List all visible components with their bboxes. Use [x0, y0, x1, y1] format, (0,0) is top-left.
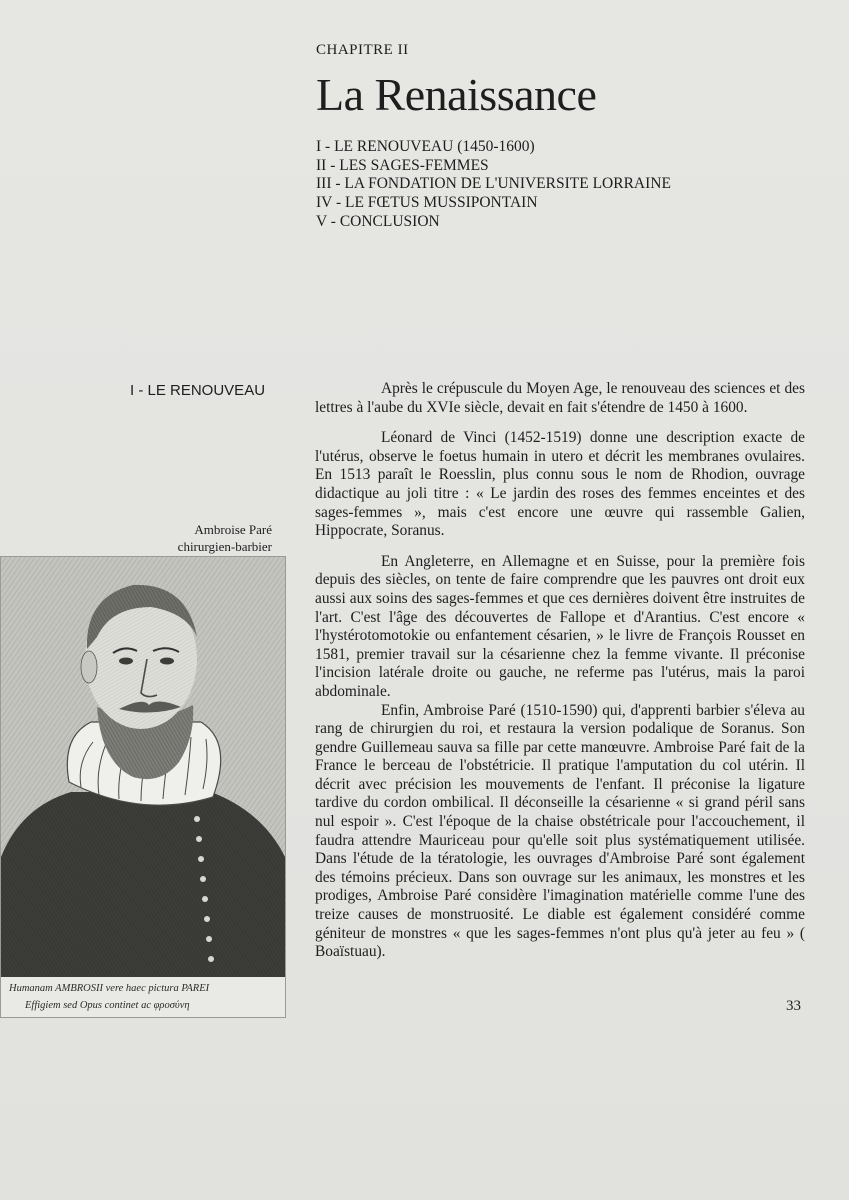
toc-item: III - LA FONDATION DE L'UNIVERSITE LORRAINE	[316, 175, 671, 193]
page-number: 33	[786, 998, 801, 1014]
chapter-label: CHAPITRE II	[316, 42, 409, 58]
toc-item: IV - LE FŒTUS MUSSIPONTAIN	[316, 194, 538, 212]
figure-caption	[178, 521, 272, 555]
portrait-engraving	[0, 556, 286, 1018]
paragraph: Léonard de Vinci (1452-1519) donne une description exacte de l'utérus, observe le foetus humain in utero et décrit les membranes ovulaires. En 1513 paraît le Roesslin, plus connu sous le nom de Rhodion, ouvrage didactique au joli titre : « Le jardin des roses des femmes enceintes et des sages-femmes », mais c'est encore une œuvre qui rassemble Galien, Hippocrate, Soranus.	[315, 429, 805, 540]
toc-item: I - LE RENOUVEAU (1450-1600)	[316, 138, 535, 155]
chapter-title: La Renaissance	[316, 69, 597, 120]
caption-name: Ambroise Paré	[194, 522, 272, 537]
portrait-engraving-image	[1, 557, 285, 1017]
section-heading: I - LE RENOUVEAU	[130, 382, 266, 399]
paragraph: Après le crépuscule du Moyen Age, le renouveau des sciences et des lettres à l'aube du XVIe siècle, devait en fait s'étendre de 1450 à 1600.	[315, 380, 805, 416]
toc-item: II - LES SAGES-FEMMES	[316, 156, 489, 174]
caption-role: chirurgien-barbier	[177, 539, 272, 554]
toc-item: V - CONCLUSION	[316, 212, 440, 230]
paragraph: Enfin, Ambroise Paré (1510-1590) qui, d'apprenti barbier s'éleva au rang de chirurgien du roi, et restaura la version podalique de Soranus. Son gendre Guillemeau sauva sa fille par cette manœuvre. Ambroise Paré fait de la France le berceau de l'obstétricie. Il pratique l'amputation du col utérin. Il décrit avec précision les mouvements de l'enfant. Il préconise la ligature tardive du cordon ombilical. Il déconseille la césarienne « si grand péril sans nul espoir ». C'est l'époque de la chaise obstétricale pour l'accouchement, il faudra attendre Mauriceau pour qu'elle soit plus systématiquement utilisée. Dans l'étude de la tératologie, les ouvrages d'Ambroise Paré sont également des témoins précieux. Dans son ouvrage sur les animaux, les monstres et les prodiges, Ambroise Paré considère l'imagination matérielle comme l'une des treize causes de monstruosité. Le diable est également considéré comme géniteur de monstres « que les sages-femmes n'ont plus qu'à jeter au feu » ( Boaïstuau).	[315, 701, 805, 961]
body-text	[315, 380, 805, 974]
paragraph: En Angleterre, en Allemagne et en Suisse, pour la première fois depuis des siècles, on tente de faire comprendre que les pauvres ont droit eux aussi aux soins des sages-femmes et que ces dernières doivent être instruites de l'art. C'est l'âge des découvertes de Fallope et d'Arantius. C'est encore « l'hystérotomotokie ou enfantement césarien, » le livre de François Rousset en 1581, premier travail sur la césarienne chez la femme vivante. Il préconise l'incision latérale droite ou gauche, ne referme pas l'utérus, mais la paroi abdominale.	[315, 552, 805, 700]
chapter-contents	[316, 138, 671, 232]
inscription-line-2: Effigiem sed Opus continet ac φροσύνη	[25, 1000, 190, 1011]
inscription-line-1: Humanam AMBROSII vere haec pictura PAREI	[9, 983, 210, 994]
